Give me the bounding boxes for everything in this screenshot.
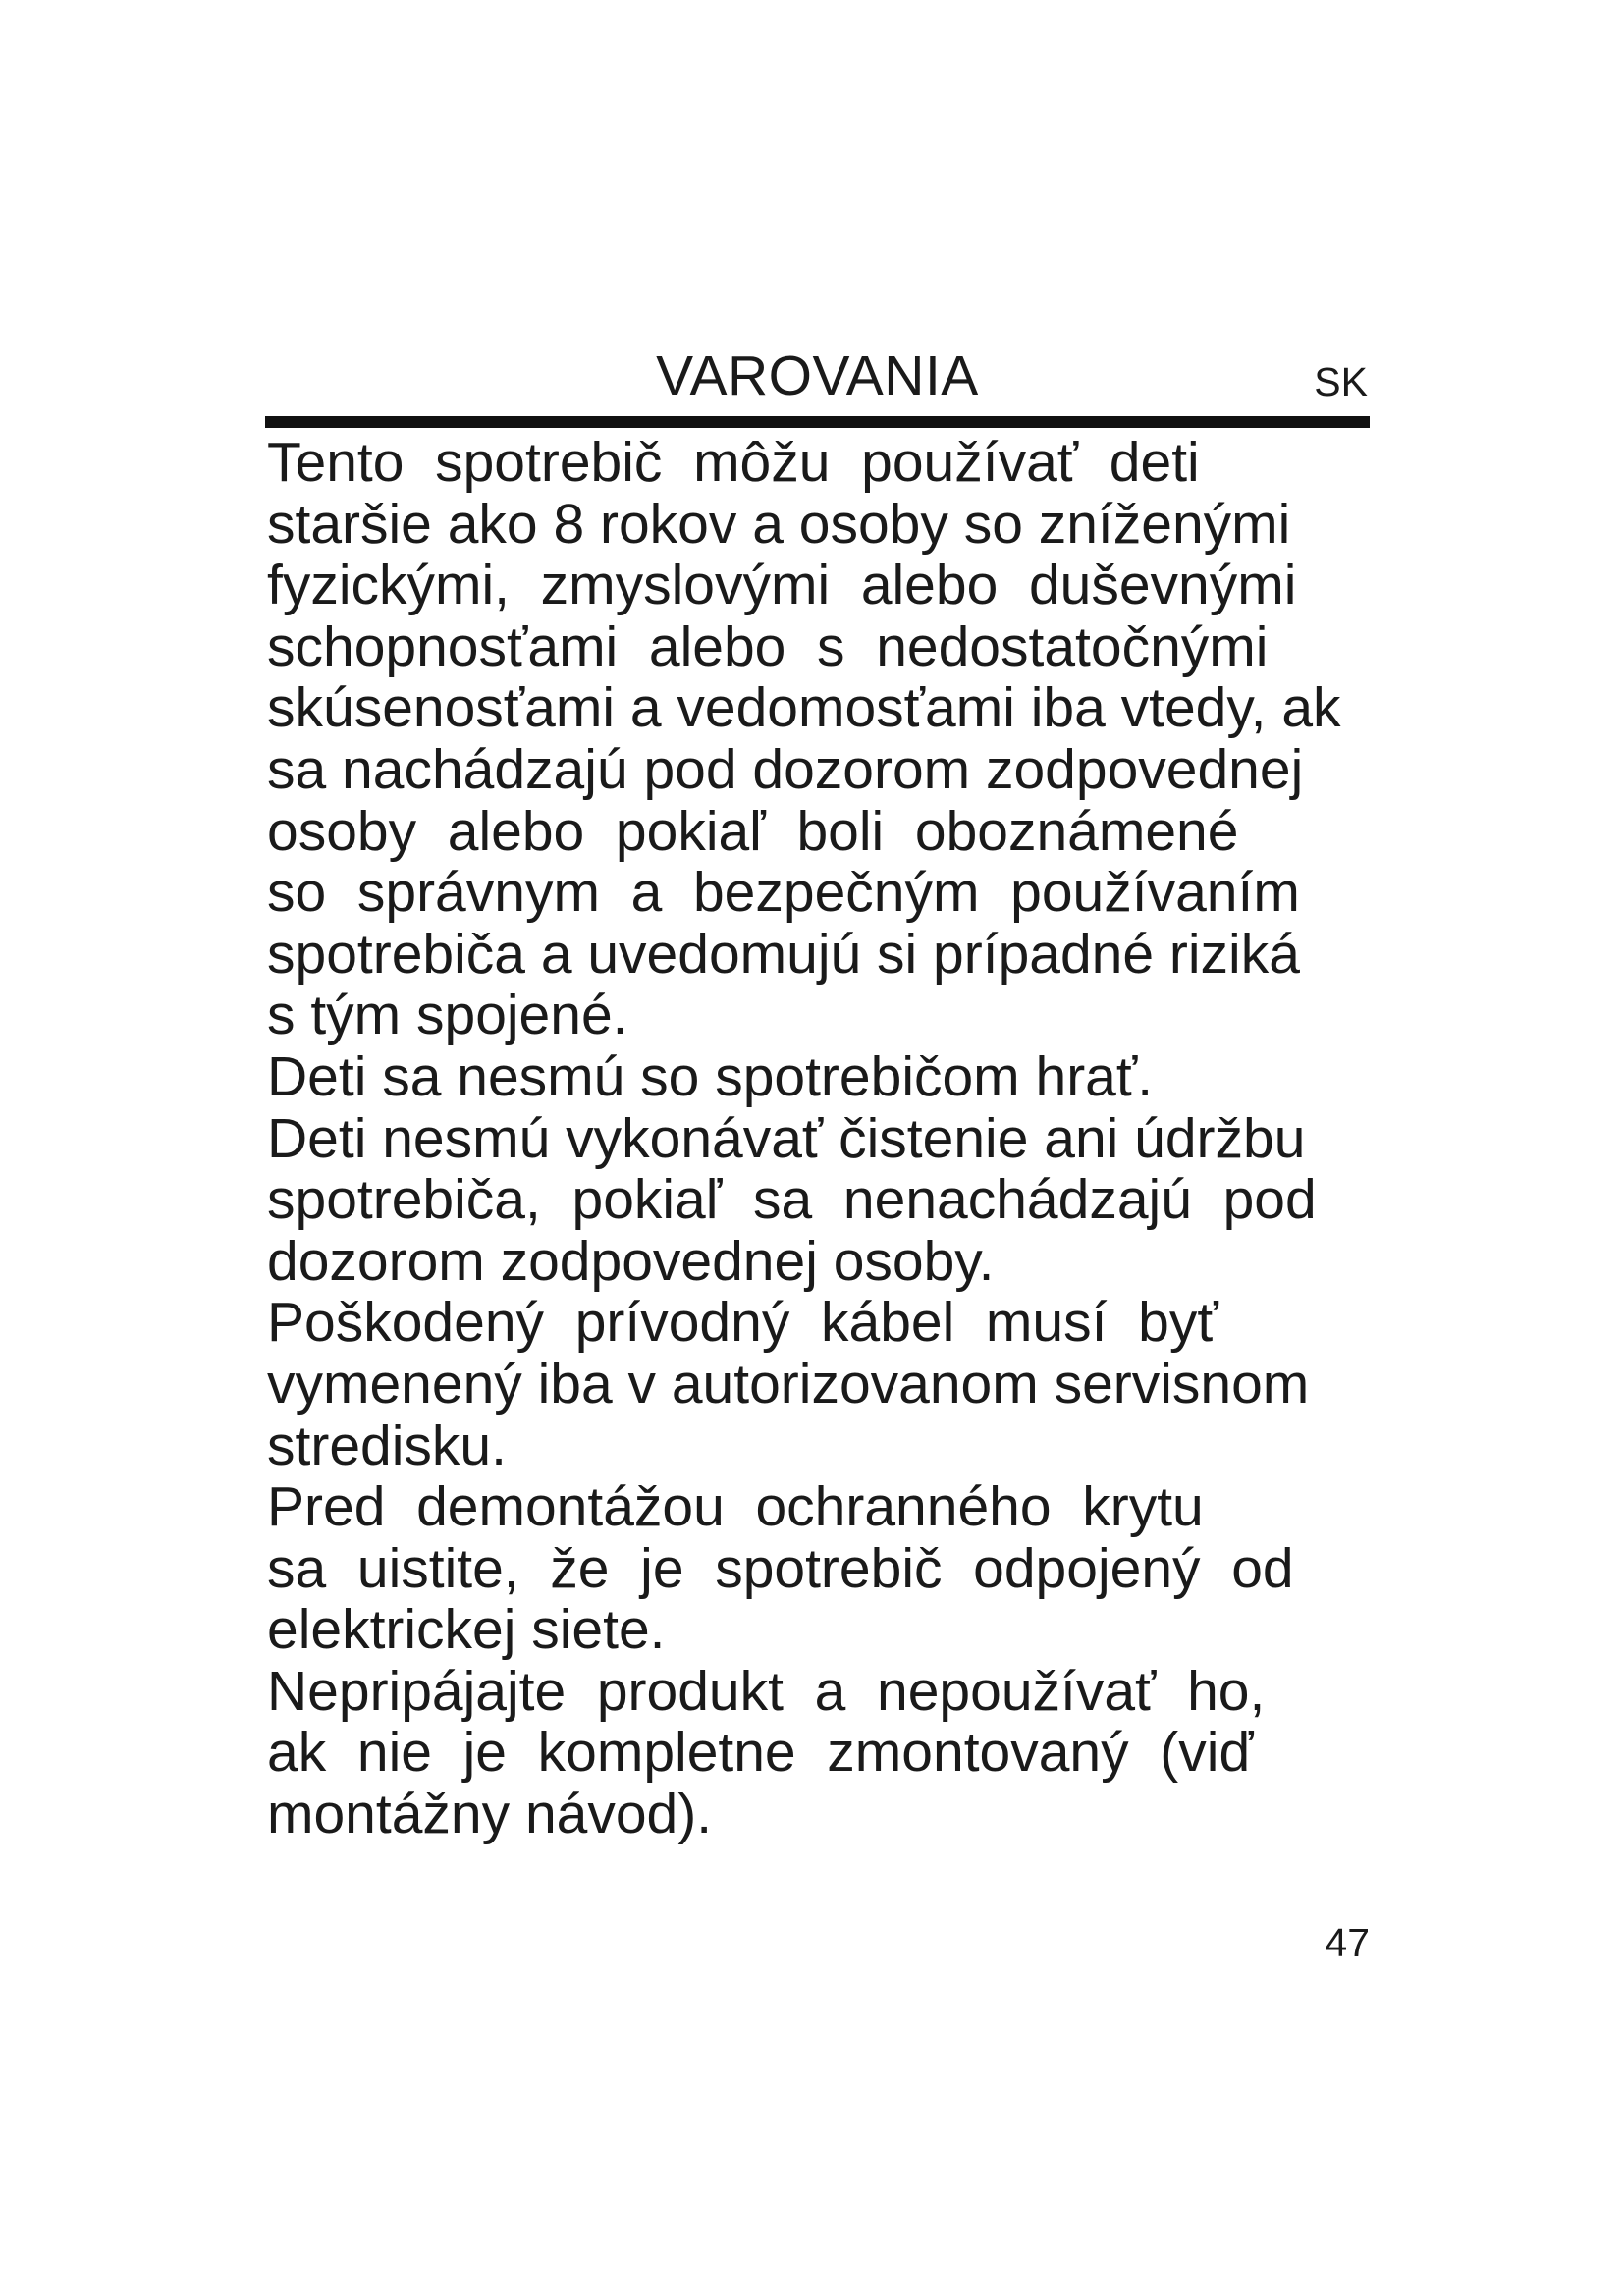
text-line: spotrebiča a uvedomujú si prípadné riziká	[267, 922, 1300, 986]
text-line: sa nachádzajú pod dozorom zodpovednej	[267, 737, 1304, 801]
text-line: so správnym a bezpečným používaním	[267, 861, 1300, 925]
text-line: s tým spojené.	[267, 984, 628, 1047]
text-line: Deti nesmú vykonávať čistenie ani údržbu	[267, 1106, 1306, 1170]
text-line: skúsenosťami a vedomosťami iba vtedy, ak	[267, 676, 1341, 740]
text-line: spotrebiča, pokiaľ sa nenachádzajú pod	[267, 1168, 1317, 1232]
page-number: 47	[1325, 1920, 1370, 1965]
text-line: schopnosťami alebo s nedostatočnými	[267, 614, 1269, 678]
text-line: elektrickej siete.	[267, 1598, 666, 1662]
text-line: montážny návod).	[267, 1783, 713, 1846]
text-line: Pred demontážou ochranného krytu	[267, 1475, 1204, 1539]
text-line: sa uistite, že je spotrebič odpojený od	[267, 1536, 1294, 1600]
text-line: ak nie je kompletne zmontovaný (viď	[267, 1721, 1254, 1785]
text-line: osoby alebo pokiaľ boli oboznámené	[267, 799, 1239, 863]
text-line: Tento spotrebič môžu používať deti	[267, 431, 1200, 494]
text-line: vymenený iba v autorizovanom servisnom	[267, 1352, 1310, 1415]
text-line: dozorom zodpovednej osoby.	[267, 1229, 995, 1293]
text-line: fyzickými, zmyslovými alebo duševnými	[267, 554, 1297, 617]
text-line: Poškodený prívodný kábel musí byť	[267, 1291, 1218, 1355]
page-title: VAROVANIA	[656, 345, 979, 407]
page-header	[265, 342, 1370, 410]
text-line: stredisku.	[267, 1414, 507, 1477]
text-line: Nepripájajte produkt a nepoužívať ho,	[267, 1659, 1266, 1723]
text-line: staršie ako 8 rokov a osoby so zníženými	[267, 492, 1291, 556]
warnings-text	[267, 432, 1406, 1845]
text-line: Deti sa nesmú so spotrebičom hrať.	[267, 1044, 1154, 1108]
language-code: SK	[1314, 359, 1368, 404]
header-rule	[265, 416, 1370, 428]
